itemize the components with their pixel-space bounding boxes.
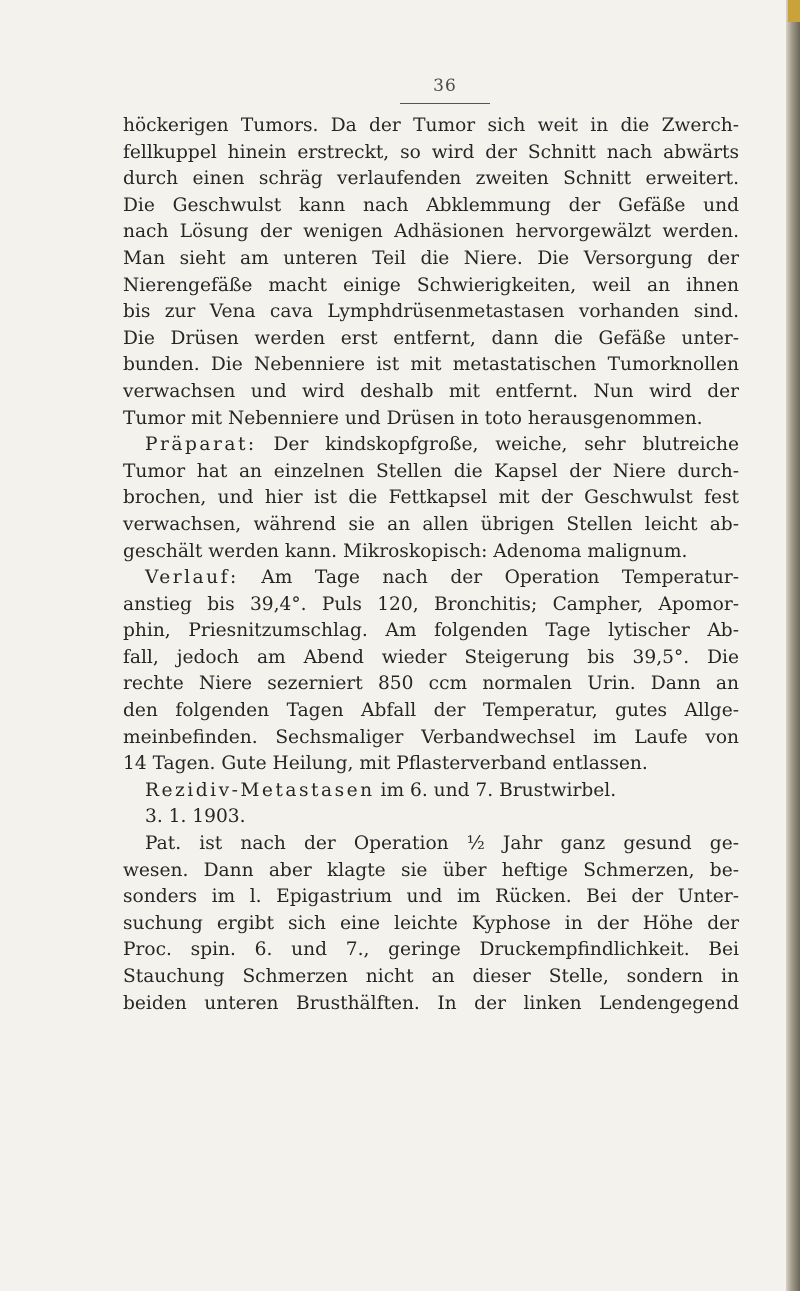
text-line: höckerigen Tumors. Da der Tumor sich weit in die Zwerch- (123, 115, 739, 136)
paragraph-preparation (123, 432, 739, 565)
text-line: sonders im l. Epigastrium und im Rücken. Bei der Unter- (123, 886, 739, 908)
text-line: fall, jedoch am Abend wieder Steigerung bis 39,5°. Die (123, 646, 739, 668)
text-fragment: Am Tage nach der Operation Temperatur- (238, 567, 739, 589)
text-line: den folgenden Tagen Abfall der Temperatur, gutes Allge- (123, 700, 739, 722)
text-fragment: Der kindskopfgroße, weiche, sehr blutreiche (256, 434, 739, 456)
text-line: Tumor mit Nebenniere und Drüsen in toto herausgenommen. (123, 407, 703, 429)
text-line: phin, Priesnitzumschlag. Am folgenden Tage lytischer Ab- (123, 620, 739, 642)
text-line: verwachsen und wird deshalb mit entfernt. Nun wird der (123, 380, 739, 402)
text-line: verwachsen, während sie an allen übrigen Stellen leicht ab- (123, 513, 739, 535)
page-number: 36 (433, 76, 457, 96)
text-line: 14 Tagen. Gute Heilung, mit Pflasterverband entlassen. (123, 753, 648, 775)
paragraph-course (123, 565, 739, 778)
text-line: brochen, und hier ist die Fettkapsel mit der Geschwulst fest (123, 487, 739, 509)
text-line: fellkuppel hinein erstreckt, so wird der Schnitt nach abwärts (123, 141, 739, 163)
text-line (123, 565, 739, 592)
text-line: nach Lösung der wenigen Adhäsionen hervorgewälzt werden. (123, 221, 739, 243)
paragraph-recurrence (123, 778, 739, 805)
text-line (123, 432, 739, 459)
paragraph-date (123, 804, 739, 831)
text-line (123, 778, 739, 805)
text-line: Stauchung Schmerzen nicht an dieser Stelle, sondern in (123, 966, 739, 987)
page-edge-marker (788, 0, 800, 22)
paragraph-operation (123, 113, 739, 432)
paragraph-followup (123, 831, 739, 1017)
text-line: wesen. Dann aber klagte sie über heftige Schmerzen, be- (123, 859, 739, 881)
text-line: suchung ergibt sich eine leichte Kyphose in der Höhe der (123, 912, 739, 934)
body-text (123, 113, 739, 1017)
text-line: Man sieht am unteren Teil die Niere. Die Versorgung der (123, 247, 739, 269)
text-line: Tumor hat an einzelnen Stellen die Kapsel der Niere durch- (123, 460, 739, 482)
page-edge-shadow (786, 0, 800, 1291)
text-line: rechte Niere sezerniert 850 ccm normalen Urin. Dann an (123, 673, 739, 695)
text-fragment: im 6. und 7. Brustwirbel. (374, 779, 617, 801)
text-line: Nierengefäße macht einige Schwierigkeiten, weil an ihnen (123, 274, 739, 296)
text-line: bunden. Die Nebenniere ist mit metastatischen Tumorknollen (123, 354, 739, 376)
text-line: Die Drüsen werden erst entfernt, dann die Gefäße unter- (123, 327, 739, 349)
text-line: geschält werden kann. Mikroskopisch: Adenoma malignum. (123, 540, 688, 562)
text-line: meinbefinden. Sechsmaliger Verbandwechsel im Laufe von (123, 726, 739, 748)
text-line: durch einen schräg verlaufenden zweiten Schnitt erweitert. (123, 168, 739, 190)
text-line: Die Geschwulst kann nach Abklemmung der Gefäße und (123, 194, 739, 216)
text-line: beiden unteren Brusthälften. In der linken Lendengegend (123, 992, 739, 1014)
text-line: anstieg bis 39,4°. Puls 120, Bronchitis; Campher, Apomor- (123, 593, 739, 615)
text-line: Proc. spin. 6. und 7., geringe Druckempfindlichkeit. Bei (123, 939, 739, 961)
date-line: 3. 1. 1903. (145, 806, 246, 828)
header-rule (400, 103, 490, 104)
section-heading-praeparat: Präparat: (145, 434, 257, 456)
text-line: bis zur Vena cava Lymphdrüsenmetastasen vorhanden sind. (123, 301, 739, 323)
section-heading-verlauf: Verlauf: (145, 567, 239, 589)
text-line: Pat. ist nach der Operation ½ Jahr ganz gesund ge- (145, 833, 739, 855)
section-heading-rezidiv: Rezidiv-Metastasen (145, 779, 375, 801)
